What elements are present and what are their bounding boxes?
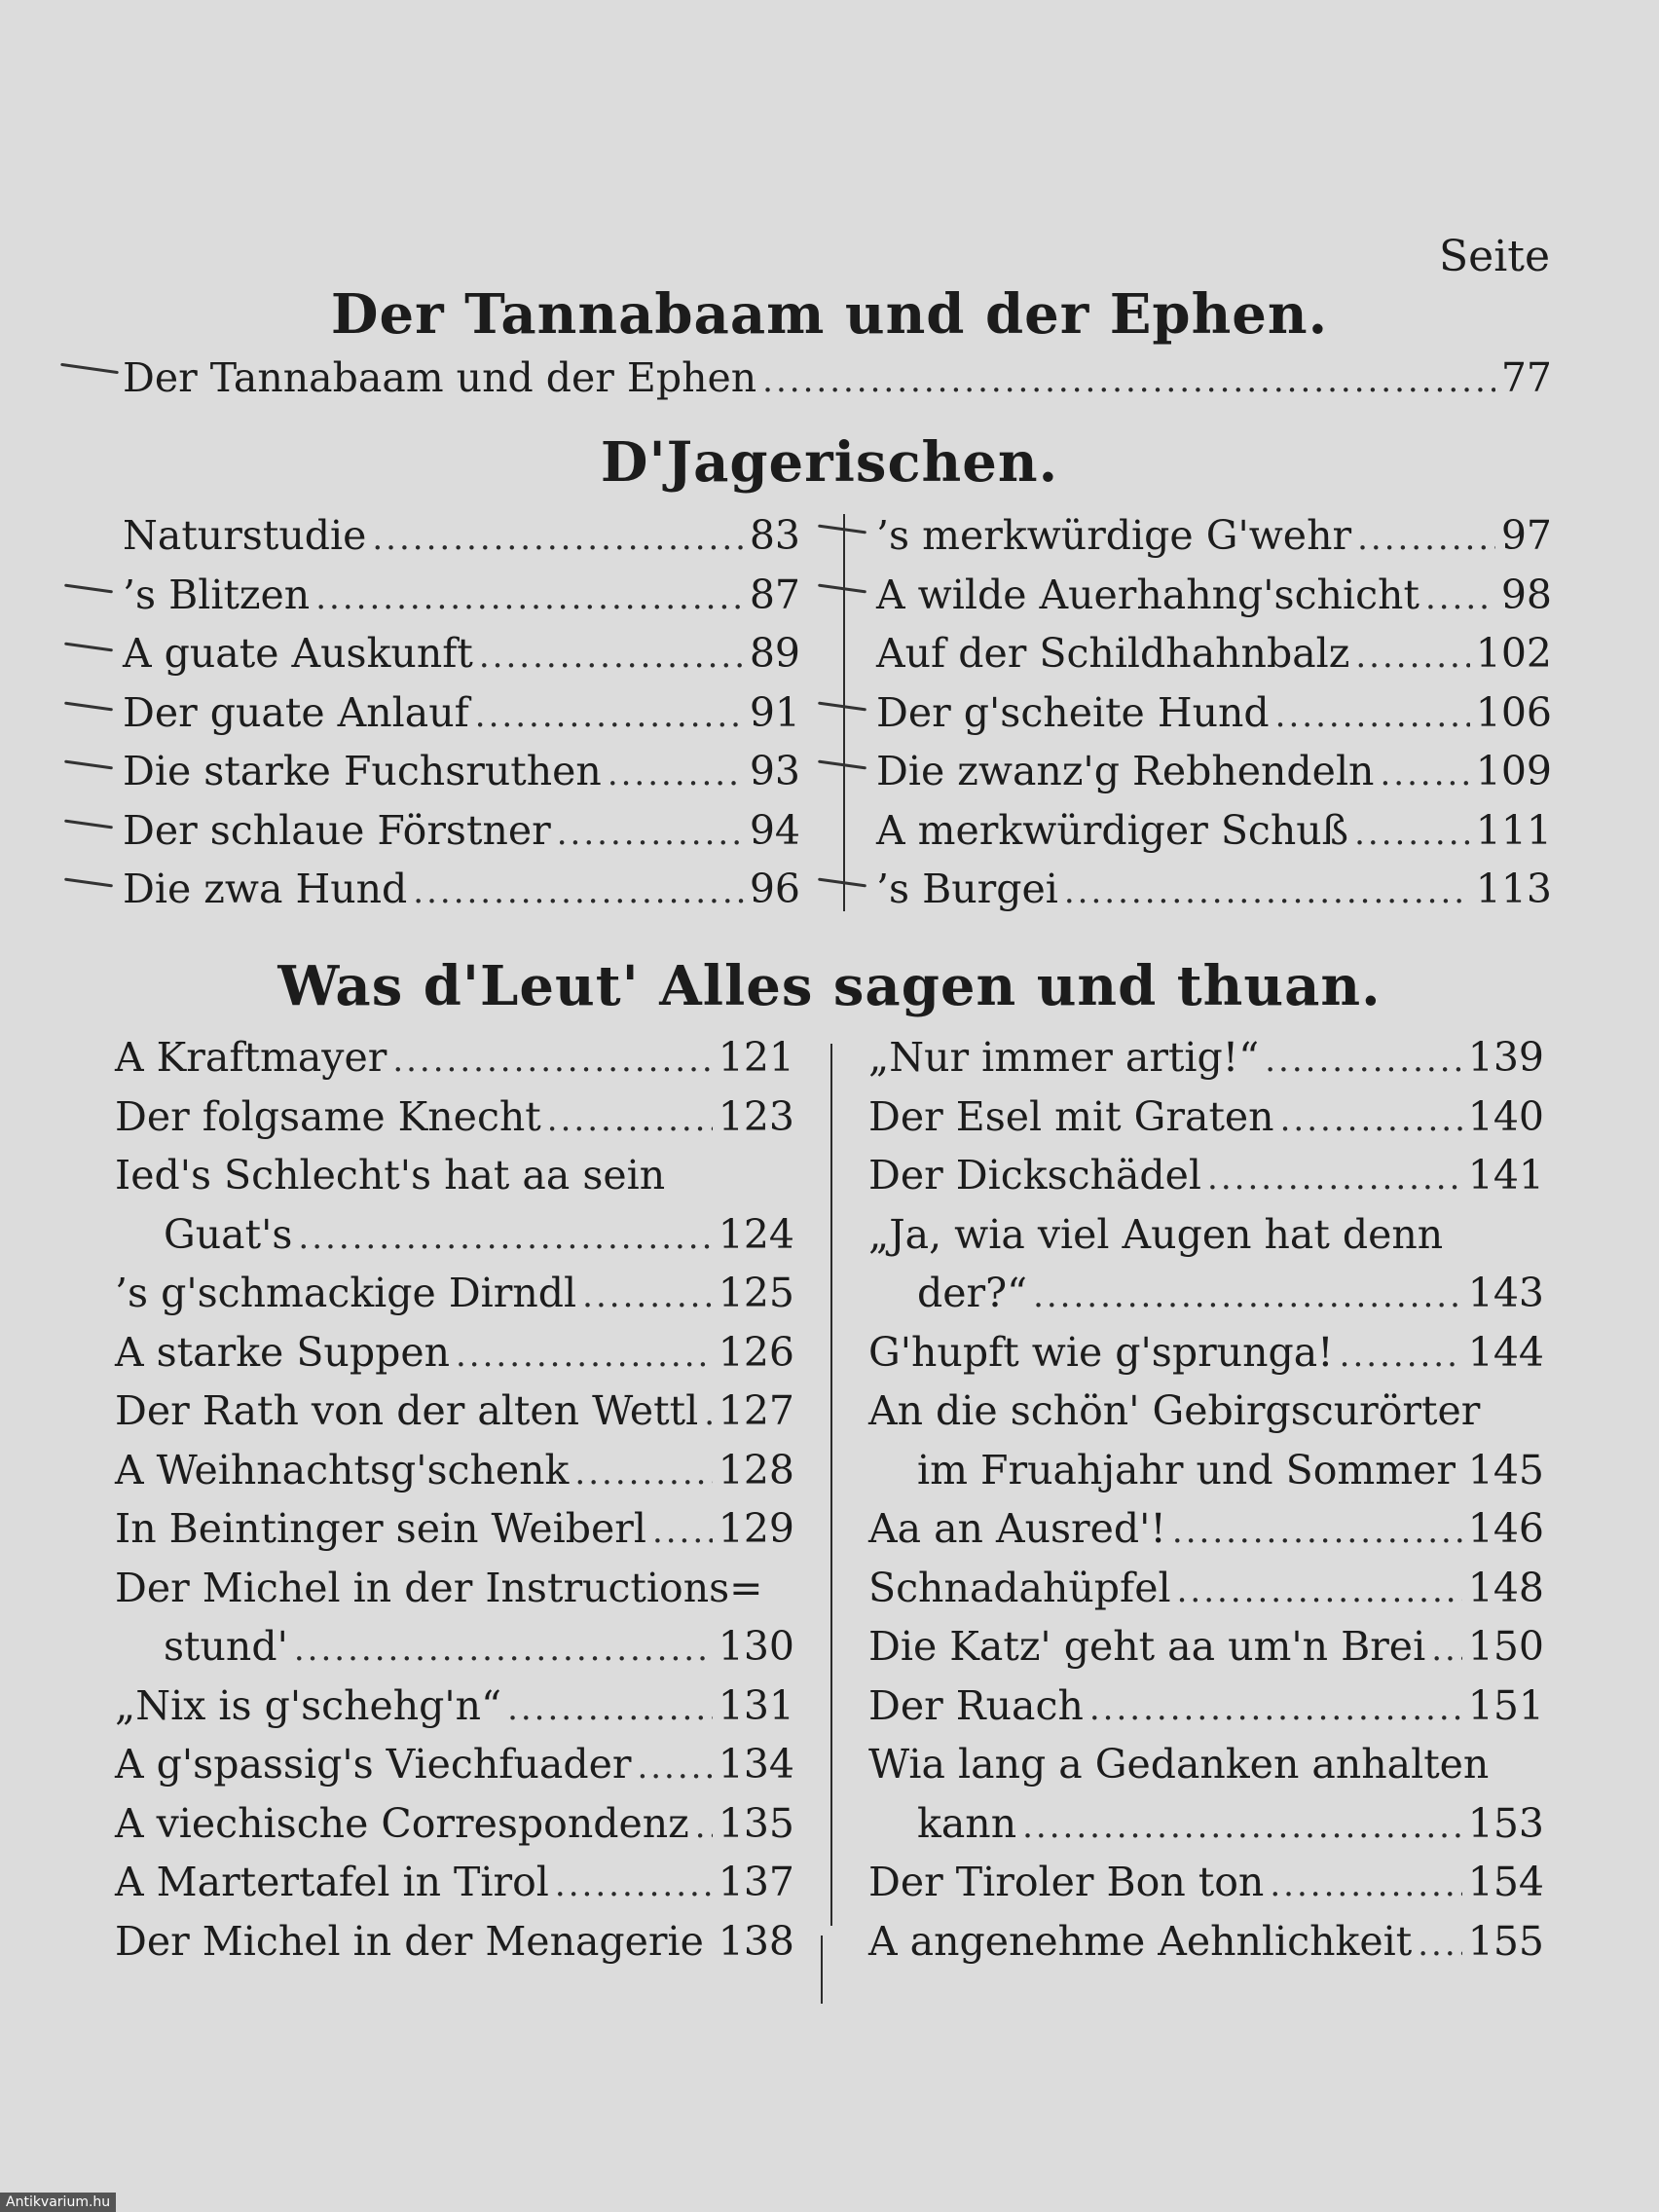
dot-leader [372,513,743,564]
entry-page: 98 [1500,571,1552,618]
entry-page: 134 [718,1741,794,1788]
toc-entry [123,510,800,561]
dot-leader [1064,866,1470,917]
dot-leader [547,1094,713,1145]
entry-page: 109 [1475,748,1552,794]
pencil-mark-icon [64,878,113,888]
dot-leader [704,1388,713,1439]
entry-title: A Kraftmayer [115,1034,387,1081]
toc-entry [123,628,800,679]
entry-page: 150 [1467,1623,1544,1670]
toc-entry [164,1621,794,1672]
dot-leader [315,572,744,623]
dot-leader [637,1742,712,1792]
section-heading-leut: Was d'Leut' Alles sagen und thuan. [277,954,1382,1018]
entry-title: ’s Burgei [876,866,1058,912]
entry-title: Auf der Schildhahnbalz [876,630,1350,677]
entry-page: 123 [718,1092,794,1140]
toc-entry [868,1503,1544,1554]
entry-page: 151 [1467,1681,1544,1729]
dot-leader [1355,631,1469,682]
entry-title: Naturstudie [123,512,367,559]
entry-title: Der folgsame Knecht [115,1092,541,1140]
pencil-mark-icon [64,643,113,652]
column-divider [843,514,845,911]
dot-leader [475,690,744,741]
entry-page: 113 [1475,866,1552,912]
column-divider [830,1044,832,1926]
entry-title: A angenehme Aehnlichkeit [868,1917,1413,1965]
entry-title-continuation: im Fruahjahr und Sommer [917,1446,1456,1493]
toc-entry [868,1327,1544,1378]
entry-title: Wia lang a Gedanken anhalten [868,1741,1490,1788]
entry-page: 125 [718,1270,794,1316]
toc-entry [123,352,1552,403]
entry-title: Der Rath von der alten Wettl [115,1387,699,1434]
entry-page: 128 [718,1446,794,1493]
entry-page: 140 [1467,1092,1544,1140]
entry-title: ’s merkwürdige G'wehr [876,512,1352,559]
entry-title: Der Michel in der Instructions= [115,1564,763,1611]
entry-title: An die schön' Gebirgscurörter [868,1387,1481,1434]
dot-leader [555,1860,713,1910]
entry-page: 139 [1467,1034,1544,1081]
pencil-mark-icon [64,701,113,711]
pencil-mark-icon [64,760,113,770]
toc-entry [917,1445,1544,1495]
toc-entry [115,1916,794,1967]
entry-page: 83 [749,512,800,559]
entry-page: 131 [718,1681,794,1729]
entry-page: 146 [1467,1505,1544,1552]
entry-title: ’s g'schmackige Dirndl [115,1270,577,1316]
entry-page: 154 [1467,1859,1544,1905]
pencil-mark-icon [818,583,866,593]
toc-entry [115,1385,794,1436]
section-heading-jagerischen: D'Jagerischen. [600,430,1059,495]
watermark-text: Antikvarium.hu [0,2193,116,2212]
dot-leader [1089,1683,1462,1734]
toc-entry [876,746,1552,796]
dot-leader [710,1919,713,1970]
toc-entry [876,864,1552,914]
toc-entry [115,1091,794,1142]
pencil-mark-icon [818,525,866,535]
entry-page: 137 [718,1859,794,1905]
dot-leader [1265,1035,1462,1086]
entry-title: G'hupft wie g'sprunga! [868,1328,1334,1376]
entry-title: Der Dickschädel [868,1152,1202,1198]
entry-page: 155 [1467,1917,1544,1965]
entry-page: 97 [1500,512,1552,559]
column-divider-end [821,1936,823,2004]
entry-page: 127 [718,1387,794,1434]
entry-page: 153 [1467,1799,1544,1847]
toc-entry [123,746,800,796]
entry-title: A starke Suppen [115,1328,450,1376]
dot-leader [1340,1330,1462,1381]
entry-title: Die starke Fuchsruthen [123,748,602,794]
dot-leader [413,866,744,917]
entry-page: 130 [718,1623,794,1670]
entry-page: 111 [1475,806,1552,854]
entry-page: 148 [1467,1564,1544,1611]
entry-page: 87 [749,571,800,618]
entry-page: 121 [718,1034,794,1081]
entry-title: ’s Blitzen [123,571,311,618]
entry-title-continuation: stund' [164,1623,288,1670]
dot-leader [1380,749,1469,799]
pencil-mark-icon [60,363,119,374]
toc-entry [868,1916,1544,1967]
dot-leader [695,1801,713,1852]
entry-page: 96 [749,866,800,912]
toc-entry [115,1268,794,1318]
entry-title: Der Tiroler Bon ton [868,1859,1265,1905]
entry-title: Die Katz' geht aa um'n Brei [868,1623,1426,1670]
entry-page: 144 [1467,1328,1544,1376]
entry-page: 138 [718,1917,794,1965]
entry-page: 135 [718,1799,794,1847]
entry-title: A Martertafel in Tirol [115,1859,549,1905]
pencil-mark-icon [818,878,866,888]
entry-title: A merkwürdiger Schuß [876,806,1349,854]
toc-entry [868,1621,1544,1672]
toc-entry [115,1445,794,1495]
toc-entry [876,510,1552,561]
entry-title: A g'spassig's Viechfuader [115,1741,632,1788]
pencil-mark-icon [64,583,113,593]
dot-leader [392,1035,712,1086]
entry-title: A Weihnachtsg'schenk [115,1446,570,1493]
toc-entry [123,570,800,620]
toc-entry [115,1503,794,1554]
dot-leader [1207,1153,1462,1203]
dot-leader [1418,1919,1462,1970]
toc-entry [123,805,800,856]
dot-leader [557,808,744,859]
entry-title: Schnadahüpfel [868,1564,1171,1611]
toc-entry [868,1680,1544,1731]
toc-entry [115,1327,794,1378]
dot-leader [507,1683,713,1734]
entry-title: Die zwanz'g Rebhendeln [876,748,1375,794]
toc-entry [868,1857,1544,1907]
entry-page: 145 [1467,1446,1544,1493]
entry-title: A guate Auskunft [123,630,473,677]
entry-title-continuation: der?“ [917,1270,1028,1316]
entry-title-continuation: kann [917,1799,1017,1847]
entry-title: Der g'scheite Hund [876,688,1270,736]
toc-entry [115,1798,794,1849]
toc-entry [917,1268,1544,1318]
dot-leader [1022,1801,1462,1852]
dot-leader [1280,1094,1462,1145]
pencil-mark-icon [818,701,866,711]
entry-title: Der Tannabaam und der Ephen [123,354,757,401]
dot-leader [1177,1566,1462,1616]
entry-title: Der Ruach [868,1681,1084,1729]
toc-entry [876,805,1552,856]
toc-entry [876,687,1552,738]
dot-leader [1357,513,1495,564]
dot-leader [608,749,744,799]
dot-leader [1033,1271,1462,1321]
toc-entry [876,628,1552,679]
dot-leader [574,1448,712,1498]
seite-label: Seite [1439,232,1550,281]
entry-page: 126 [718,1328,794,1376]
toc-entry [115,1857,794,1907]
entry-page: 102 [1475,630,1552,677]
entry-page: 141 [1467,1152,1544,1198]
toc-entry [868,1032,1544,1083]
entry-page: 93 [749,748,800,794]
entry-page: 129 [718,1505,794,1552]
entry-title: Aa an Ausred'! [868,1505,1166,1552]
toc-entry [868,1563,1544,1613]
toc-entry [115,1032,794,1083]
dot-leader [1270,1860,1461,1910]
dot-leader [1275,690,1470,741]
toc-entry [917,1798,1544,1849]
toc-entry [876,570,1552,620]
dot-leader [1461,1448,1462,1498]
entry-title: A viechische Correspondenz [115,1799,689,1847]
entry-title: „Nur immer artig!“ [868,1034,1260,1081]
entry-page: 124 [718,1210,794,1258]
toc-entry [115,1739,794,1789]
entry-page: 94 [749,806,800,854]
dot-leader [479,631,744,682]
entry-page: 77 [1500,354,1552,401]
pencil-mark-icon [64,819,113,829]
toc-entry [868,1091,1544,1142]
section-heading-tannabaam: Der Tannabaam und der Ephen. [330,282,1329,347]
dot-leader [1425,572,1495,623]
dot-leader [652,1506,713,1557]
entry-title: Ied's Schlecht's hat aa sein [115,1152,666,1198]
entry-title: In Beintinger sein Weiberl [115,1505,646,1552]
dot-leader [456,1330,713,1381]
entry-page: 143 [1467,1270,1544,1316]
entry-title: Die zwa Hund [123,866,408,912]
entry-page: 91 [749,688,800,736]
entry-page: 89 [749,630,800,677]
dot-leader [1172,1506,1462,1557]
entry-page: 106 [1475,688,1552,736]
dot-leader [1431,1624,1462,1675]
entry-title: Der Michel in der Menagerie [115,1917,704,1965]
dot-leader [762,355,1495,406]
pencil-mark-icon [818,760,866,770]
toc-entry [115,1680,794,1731]
toc-entry [868,1150,1544,1200]
entry-title: Der Esel mit Graten [868,1092,1274,1140]
toc-entry [164,1209,794,1260]
dot-leader [294,1624,713,1675]
dot-leader [298,1212,712,1263]
entry-title: A wilde Auerhahng'schicht [876,571,1419,618]
entry-title: „Ja, wia viel Augen hat denn [868,1210,1444,1258]
entry-title: Der guate Anlauf [123,688,469,736]
toc-entry [123,864,800,914]
toc-entry [123,687,800,738]
entry-title: „Nix is g'schehg'n“ [115,1681,502,1729]
entry-title: Der schlaue Förstner [123,806,551,854]
dot-leader [582,1271,713,1321]
dot-leader [1354,808,1470,859]
entry-title-continuation: Guat's [164,1210,293,1258]
